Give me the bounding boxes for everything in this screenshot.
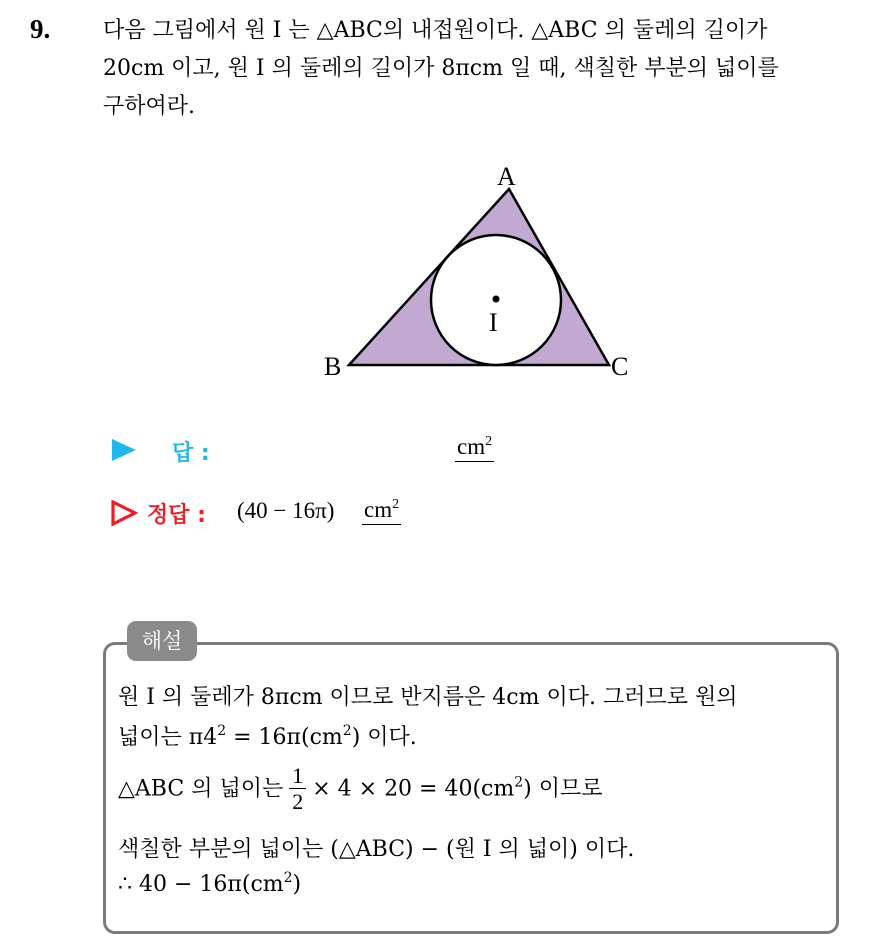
solution-text: = 16π(cm [226, 725, 343, 750]
solution-text: × 4 × 20 = 40(cm [312, 776, 515, 802]
exponent: 2 [514, 774, 524, 791]
solution-text: ∴ 40 − 16π(cm [118, 872, 284, 897]
solution-line-4: 색칠한 부분의 넓이는 (△ABC) − (원 I 의 넓이) 이다. [118, 837, 635, 862]
solution-text: ) 이므로 [523, 776, 603, 802]
solution-line-2 [118, 720, 417, 751]
incenter-point [493, 296, 500, 303]
correct-unit [362, 497, 401, 525]
fraction-one-half [289, 764, 306, 815]
solution-text: ) [292, 872, 302, 897]
question-line: 다음 그림에서 원 I 는 △ABC의 내접원이다. △ABC 의 둘레의 길이가 [103, 18, 768, 43]
correct-label: 정답 : [147, 503, 206, 528]
vertex-a-label: A [497, 162, 516, 191]
solution-text: 넓이는 π4 [118, 725, 218, 750]
play-arrow-icon [110, 438, 138, 462]
exponent: 2 [217, 723, 227, 739]
correct-unit-exp: 2 [392, 497, 400, 512]
exponent: 2 [342, 723, 352, 739]
solution-text: ) 이다. [351, 725, 417, 750]
correct-value: (40 − 16π) [237, 498, 335, 523]
vertex-c-label: C [611, 352, 629, 381]
outline-arrow-icon [110, 500, 138, 526]
triangle-figure [300, 150, 660, 390]
solution-line-1: 원 I 의 둘레가 8πcm 이므로 반지름은 4cm 이다. 그러므로 원의 [118, 685, 738, 710]
answer-row [110, 432, 610, 468]
solution-line-3 [118, 764, 603, 815]
exponent: 2 [283, 870, 293, 886]
answer-label: 답 : [172, 441, 210, 466]
answer-unit-text: cm [457, 434, 486, 459]
triangle-diagram [300, 150, 660, 390]
answer-unit [455, 434, 494, 462]
question-number: 9. [30, 14, 51, 44]
question-text [103, 12, 873, 126]
answer-unit-exp: 2 [485, 434, 493, 449]
question-line: 20cm 이고, 원 I 의 둘레의 길이가 8πcm 일 때, 색칠한 부분의 넓이를 [103, 56, 779, 81]
solution-line-5 [118, 872, 301, 897]
fraction-denominator: 2 [292, 789, 304, 814]
solution-text: △ABC 의 넓이는 [118, 776, 284, 802]
incenter-label: I [489, 308, 498, 337]
question-line: 구하여라. [103, 94, 196, 119]
solution-tag: 해설 [127, 621, 197, 661]
correct-unit-text: cm [364, 497, 393, 522]
correct-answer-row [110, 495, 610, 531]
vertex-b-label: B [324, 352, 342, 381]
fraction-numerator: 1 [289, 764, 306, 789]
